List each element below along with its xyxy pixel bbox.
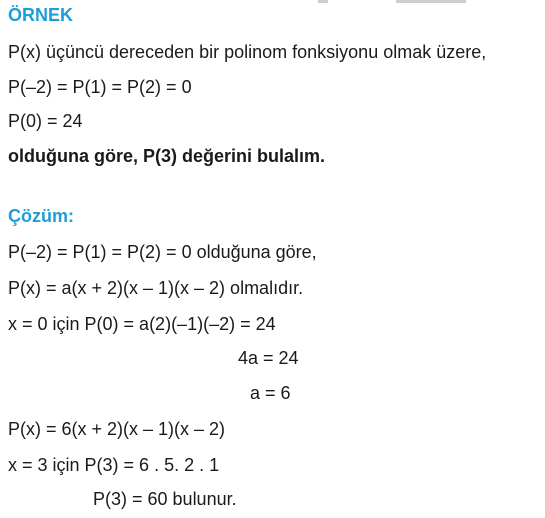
- cropped-mark: [396, 0, 466, 3]
- statement-line: P(0) = 24: [8, 111, 83, 131]
- solution-step: x = 0 için P(0) = a(2)(–1)(–2) = 24: [8, 314, 276, 334]
- solution-heading: Çözüm:: [8, 206, 74, 226]
- solution-step: a = 6: [250, 383, 291, 403]
- solution-step: P(x) = a(x + 2)(x – 1)(x – 2) olmalıdır.: [8, 278, 304, 298]
- example-heading: ÖRNEK: [8, 5, 74, 25]
- question-line: olduğuna göre, P(3) değerini bulalım.: [8, 146, 326, 166]
- statement-line: P(–2) = P(1) = P(2) = 0: [8, 77, 192, 97]
- statement-line: P(x) üçüncü dereceden bir polinom fonksiyonu olmak üzere,: [8, 42, 487, 62]
- solution-step: x = 3 için P(3) = 6 . 5. 2 . 1: [8, 455, 220, 475]
- final-result: P(3) = 60 bulunur.: [93, 489, 237, 509]
- solution-step: P(–2) = P(1) = P(2) = 0 olduğuna göre,: [8, 242, 317, 262]
- solution-step: P(x) = 6(x + 2)(x – 1)(x – 2): [8, 419, 226, 439]
- cropped-mark: [318, 0, 328, 3]
- solution-step: 4a = 24: [238, 348, 299, 368]
